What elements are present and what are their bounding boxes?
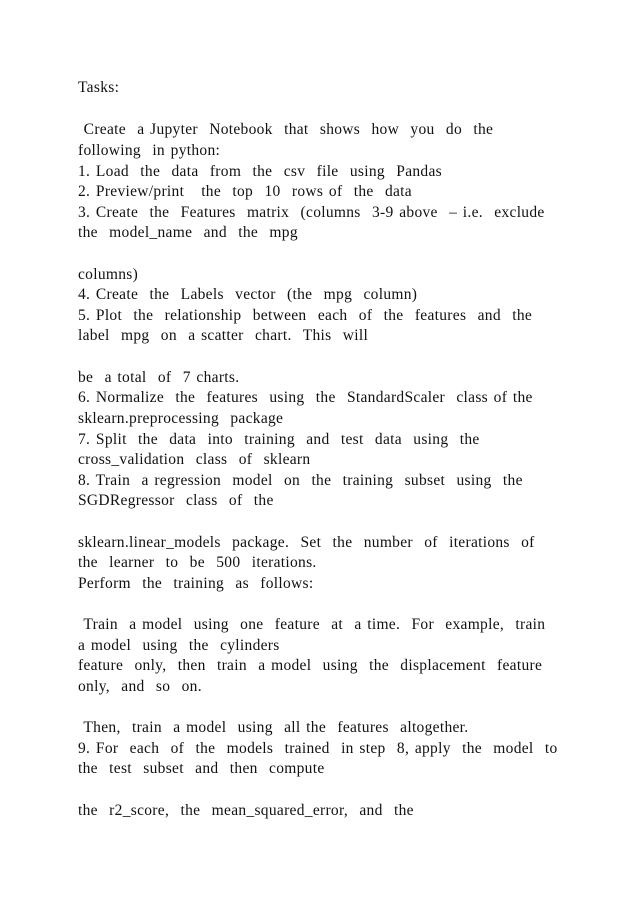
- tasks-heading: Tasks:: [78, 79, 120, 96]
- text-line: the r2_score, the mean_squared_error, and the: [78, 802, 414, 819]
- text-line: 1. Load the data from the csv file using Pandas: [78, 163, 442, 180]
- text-line: 5. Plot the relationship between each of the features and the: [78, 307, 533, 324]
- text-line: the test subset and then compute: [78, 760, 325, 777]
- text-line: sklearn.preprocessing package: [78, 410, 284, 427]
- text-line: 9. For each of the models trained in step 8, apply the model to: [78, 740, 558, 757]
- text-line: 2. Preview/print the top 10 rows of the data: [78, 183, 412, 200]
- text-line: SGDRegressor class of the: [78, 492, 274, 509]
- text-line: 6. Normalize the features using the StandardScaler class of the: [78, 389, 533, 406]
- text-line: a model using the cylinders: [78, 637, 280, 654]
- text-line: 4. Create the Labels vector (the mpg column): [78, 286, 418, 303]
- text-line: be a total of 7 charts.: [78, 369, 240, 386]
- text-line: Perform the training as follows:: [78, 575, 314, 592]
- text-line: Train a model using one feature at a time. For example, train: [78, 616, 546, 633]
- text-line: 7. Split the data into training and test data using the: [78, 431, 480, 448]
- text-line: 8. Train a regression model on the training subset using the: [78, 472, 523, 489]
- text-line: the learner to be 500 iterations.: [78, 554, 317, 571]
- text-line: Then, train a model using all the features altogether.: [78, 719, 469, 736]
- text-line: cross_validation class of sklearn: [78, 451, 311, 468]
- text-line: feature only, then train a model using the displacement feature: [78, 657, 543, 674]
- text-line: the model_name and the mpg: [78, 224, 298, 241]
- text-line: Create a Jupyter Notebook that shows how you do the: [78, 121, 494, 138]
- text-line: following in python:: [78, 142, 221, 159]
- text-line: sklearn.linear_models package. Set the number of iterations of: [78, 534, 535, 551]
- text-line: columns): [78, 266, 139, 283]
- text-line: only, and so on.: [78, 678, 202, 695]
- text-line: 3. Create the Features matrix (columns 3-9 above – i.e. exclude: [78, 204, 545, 221]
- text-line: label mpg on a scatter chart. This will: [78, 327, 369, 344]
